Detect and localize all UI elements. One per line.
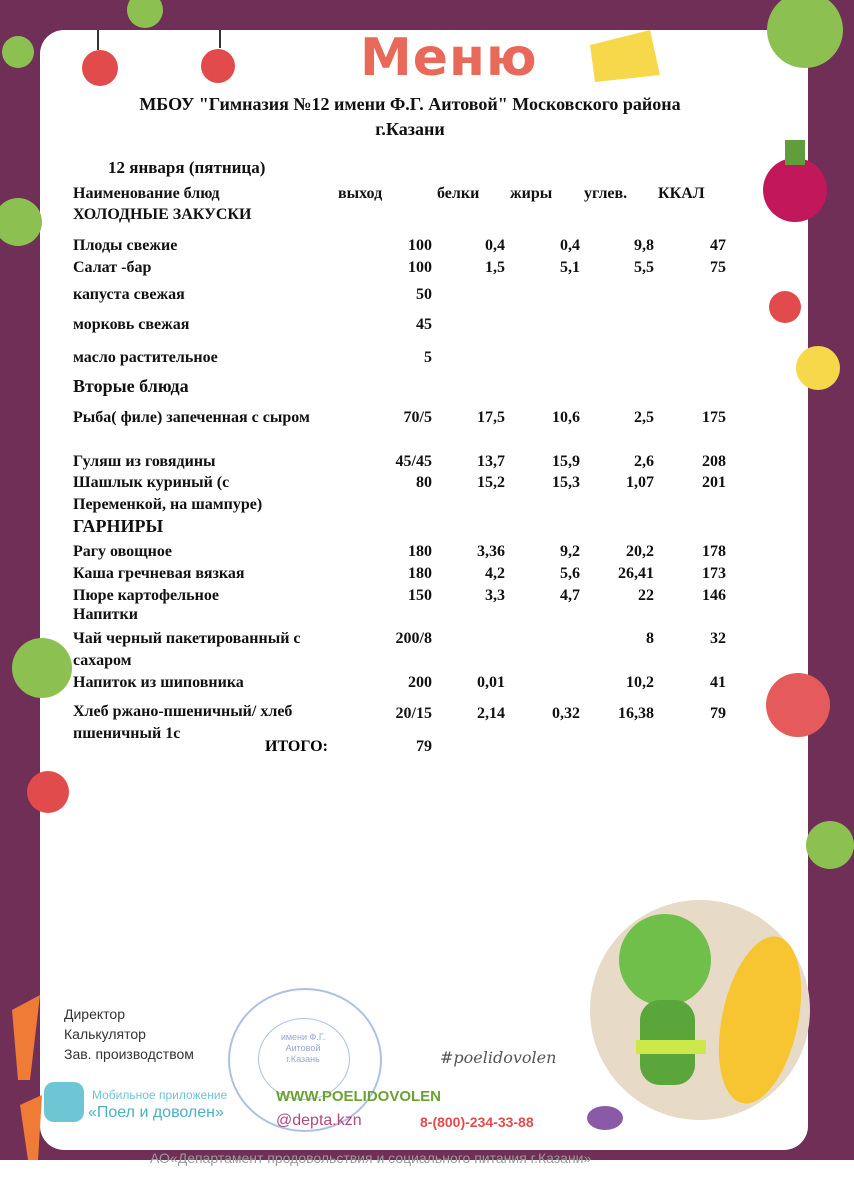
dish-protein: 0,01 xyxy=(477,674,505,691)
dish-fat: 15,9 xyxy=(552,453,580,470)
dish-name: Чай черный пакетированный с xyxy=(73,630,301,647)
dish-carbs: 22 xyxy=(638,587,654,604)
menu-title: Меню xyxy=(360,28,538,88)
footer-strip xyxy=(0,1160,854,1200)
dish-protein: 3,36 xyxy=(477,543,505,560)
dish-fat: 4,7 xyxy=(560,587,580,604)
dish-carbs: 1,07 xyxy=(626,474,654,491)
dish-fat: 9,2 xyxy=(560,543,580,560)
dish-yield: 150 xyxy=(408,587,432,604)
school-name xyxy=(90,92,730,142)
dish-carbs: 9,8 xyxy=(634,237,654,254)
dish-name: Напиток из шиповника xyxy=(73,674,244,691)
column-header-kcal: ККАЛ xyxy=(658,185,705,202)
dish-protein: 15,2 xyxy=(477,474,505,491)
dish-carbs: 8 xyxy=(646,630,654,647)
section-cold: ХОЛОДНЫЕ ЗАКУСКИ xyxy=(73,206,252,223)
school-line-2: г.Казани xyxy=(375,119,445,139)
stamp-text: имени Ф.Г. Аитовой г.Казань xyxy=(280,1032,326,1064)
dish-kcal: 146 xyxy=(702,587,726,604)
dish-yield: 70/5 xyxy=(403,409,432,426)
dish-yield: 20/15 xyxy=(395,705,432,722)
dish-fat: 10,6 xyxy=(552,409,580,426)
app-logo-icon xyxy=(44,1082,84,1122)
dish-name: капуста свежая xyxy=(73,286,185,303)
dish-yield: 45/45 xyxy=(395,453,432,470)
dish-kcal: 208 xyxy=(702,453,726,470)
dish-carbs: 5,5 xyxy=(634,259,654,276)
dish-kcal: 201 xyxy=(702,474,726,491)
dish-kcal: 178 xyxy=(702,543,726,560)
dish-kcal: 75 xyxy=(710,259,726,276)
phone-number[interactable]: 8-(800)-234-33-88 xyxy=(420,1114,534,1130)
dish-fat: 5,1 xyxy=(560,259,580,276)
app-caption: Мобильное приложение xyxy=(92,1088,228,1102)
section-garnish: ГАРНИРЫ xyxy=(73,516,164,536)
dish-yield: 180 xyxy=(408,543,432,560)
dish-name-continued: Переменкой, на шампуре) xyxy=(73,496,263,513)
dish-name: масло растительное xyxy=(73,349,218,366)
dish-protein: 0,4 xyxy=(485,237,505,254)
column-header-fat: жиры xyxy=(510,185,553,202)
dish-carbs: 2,6 xyxy=(634,453,654,470)
website-link[interactable]: WWW.POELIDOVOLEN xyxy=(276,1088,441,1105)
dish-fat: 15,3 xyxy=(552,474,580,491)
dish-yield: 100 xyxy=(408,237,432,254)
dish-yield: 200 xyxy=(408,674,432,691)
dish-kcal: 47 xyxy=(710,237,726,254)
app-name: «Поел и доволен» xyxy=(88,1104,224,1121)
dish-carbs: 2,5 xyxy=(634,409,654,426)
dish-name: Хлеб ржано-пшеничный/ хлеб xyxy=(73,703,293,720)
dish-name: Плоды свежие xyxy=(73,237,178,254)
dish-yield: 5 xyxy=(424,349,432,366)
dish-yield: 180 xyxy=(408,565,432,582)
total-value: 79 xyxy=(416,738,432,755)
dish-name: морковь свежая xyxy=(73,316,190,333)
dish-name: Салат -бар xyxy=(73,259,152,276)
signature-director: Директор xyxy=(64,1006,125,1022)
dish-name-continued: пшеничный 1с xyxy=(73,725,181,742)
dish-fat: 0,32 xyxy=(552,705,580,722)
dish-yield: 200/8 xyxy=(395,630,432,647)
signature-calculator: Калькулятор xyxy=(64,1026,146,1042)
dish-protein: 17,5 xyxy=(477,409,505,426)
dish-protein: 13,7 xyxy=(477,453,505,470)
dish-carbs: 10,2 xyxy=(626,674,654,691)
dish-carbs: 20,2 xyxy=(626,543,654,560)
dish-kcal: 175 xyxy=(702,409,726,426)
dish-kcal: 79 xyxy=(710,705,726,722)
dish-kcal: 32 xyxy=(710,630,726,647)
dish-yield: 80 xyxy=(416,474,432,491)
dish-kcal: 41 xyxy=(710,674,726,691)
column-header-carbs: углев. xyxy=(584,185,628,202)
section-drinks: Напитки xyxy=(73,606,138,623)
dish-yield: 100 xyxy=(408,259,432,276)
dish-kcal: 173 xyxy=(702,565,726,582)
column-header-yield: выход xyxy=(338,185,383,202)
dish-name: Пюре картофельное xyxy=(73,587,219,604)
dish-protein: 4,2 xyxy=(485,565,505,582)
column-header-name: Наименование блюд xyxy=(73,185,220,202)
dish-name: Рыба( филе) запеченная с сыром xyxy=(73,409,310,426)
dish-name: Каша гречневая вязкая xyxy=(73,565,245,582)
dish-name: Гуляш из говядины xyxy=(73,453,216,470)
school-line-1: МБОУ "Гимназия №12 имени Ф.Г. Аитовой" Московского района xyxy=(139,94,681,114)
menu-date: 12 января (пятница) xyxy=(108,158,266,177)
dish-name: Рагу овощное xyxy=(73,543,172,560)
instagram-link[interactable]: @depta.kzn xyxy=(276,1112,362,1129)
dish-carbs: 16,38 xyxy=(618,705,654,722)
dish-yield: 50 xyxy=(416,286,432,303)
hashtag: #poelidovolen xyxy=(440,1048,557,1067)
dish-protein: 2,14 xyxy=(477,705,505,722)
section-second: Вторые блюда xyxy=(73,376,189,396)
dish-name-continued: сахаром xyxy=(73,652,132,669)
dish-name: Шашлык куриный (с xyxy=(73,474,230,491)
dish-fat: 0,4 xyxy=(560,237,580,254)
footer-text: АО«Департамент продовольствия и социального питания г.Казани» xyxy=(150,1150,592,1166)
signature-production: Зав. производством xyxy=(64,1046,194,1062)
dish-carbs: 26,41 xyxy=(618,565,654,582)
dish-fat: 5,6 xyxy=(560,565,580,582)
dish-protein: 3,3 xyxy=(485,587,505,604)
column-header-protein: белки xyxy=(437,185,480,202)
dish-yield: 45 xyxy=(416,316,432,333)
dish-protein: 1,5 xyxy=(485,259,505,276)
total-label: ИТОГО: xyxy=(265,738,328,755)
